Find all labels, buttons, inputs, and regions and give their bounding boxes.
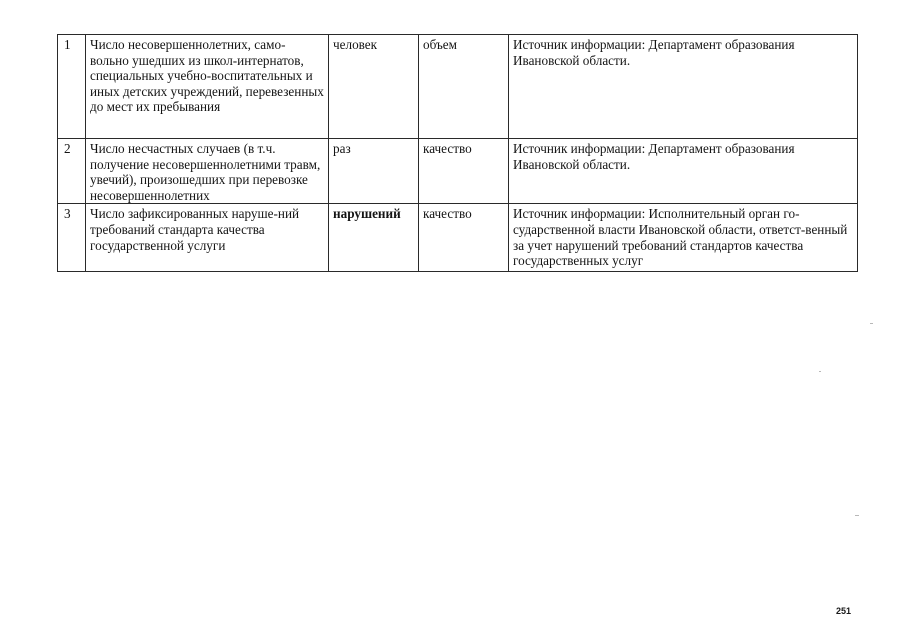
table-row [58, 139, 858, 204]
unit-of-measure: нарушений [329, 204, 419, 272]
indicator-type: качество [419, 139, 509, 204]
unit-of-measure: раз [329, 139, 419, 204]
information-source: Источник информации: Департамент образования Ивановской области. [509, 35, 858, 139]
row-number: 2 [58, 139, 86, 204]
table-row [58, 35, 858, 139]
indicator-name: Число несчастных случаев (в т.ч. получение несовершеннолетними травм, увечий), произошедших при перевозке несовершеннолетних [86, 139, 329, 204]
indicator-name: Число несовершеннолетних, само-вольно ушедших из школ-интернатов, специальных учебно-воспитательных и иных детских учреждений, перевезенных до мест их пребывания [86, 35, 329, 139]
unit-of-measure: человек [329, 35, 419, 139]
page-number: 251 [836, 606, 852, 616]
table-row [58, 204, 858, 272]
row-number: 1 [58, 35, 86, 139]
indicator-type: качество [419, 204, 509, 272]
scan-speck [870, 323, 873, 324]
row-number: 3 [58, 204, 86, 272]
indicator-type: объем [419, 35, 509, 139]
scan-speck [819, 371, 821, 372]
information-source: Источник информации: Исполнительный орган го-сударственной власти Ивановской области, ответст-венный за учет нарушений требований стандартов качества государственных услуг [509, 204, 858, 272]
information-source: Источник информации: Департамент образования Ивановской области. [509, 139, 858, 204]
indicators-table [57, 34, 858, 272]
indicator-name: Число зафиксированных наруше-ний требований стандарта качества государственной услуги [86, 204, 329, 272]
scan-speck [855, 515, 859, 516]
